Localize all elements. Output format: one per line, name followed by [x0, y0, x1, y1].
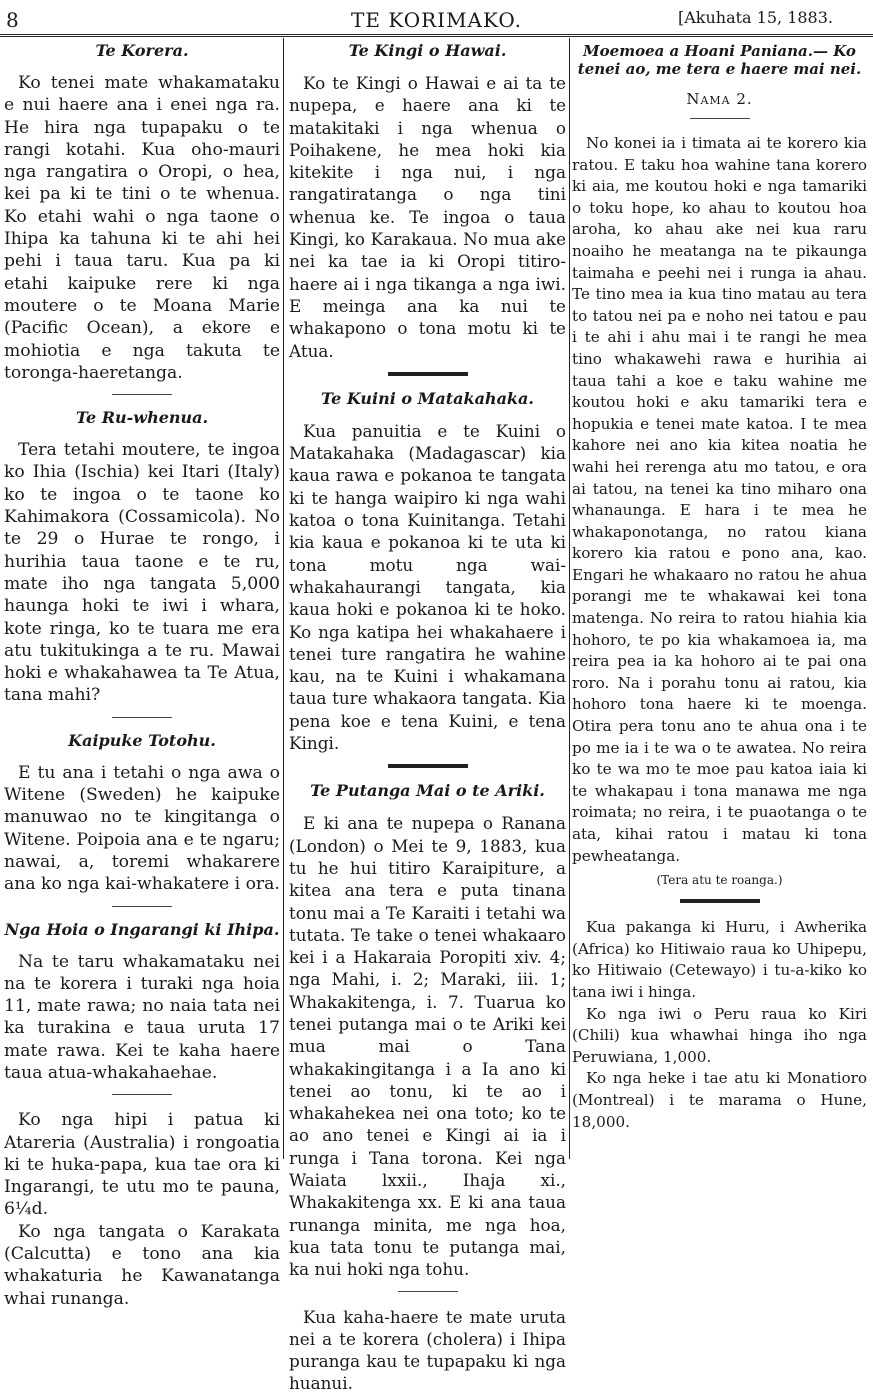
article-heading: Moemoea a Hoani Paniana.— Ko tenei ao, me tera e haere mai nei. [577, 42, 862, 78]
article-heading: Te Korera. [95, 41, 189, 60]
section-divider [112, 906, 172, 907]
article-brief-news [572, 917, 867, 1133]
section-divider [112, 394, 172, 395]
article-heading: Te Ru-whenua. [75, 408, 209, 428]
article-paragraph: Kua panuitia e te Kuini o Matakahaka (Madagascar) kia kaua rawa e pokanoa te tangata ki te hanga waipiro ki nga wahi katoa o tona Kuinitanga. Tetahi kia kaua e pokanoa ki te uta ki tona motu nga wai-whakahaurangi tangata, kia kaua hoki e pokanoa ki te hoko. Ko nga katipa hei whakahaere i tenei ture rangatira he wahine kau, na te Kuini i whakamana taua ture whakaora tangata. Kia pena koe e tena Kuini, e tena Kingi. [289, 420, 566, 754]
page-header [0, 0, 873, 34]
article-heading: Nga Hoia o Ingarangi ki Ihipa. [4, 919, 280, 939]
continued-note: (Tera atu te roanga.) [656, 873, 783, 888]
column-2 [289, 38, 566, 1394]
article-ru-whenua [4, 409, 280, 707]
section-divider [388, 372, 468, 376]
article-paragraph: Ko nga heke i tae atu ki Monatioro (Montreal) i te marama o Hune, 18,000. [572, 1069, 867, 1131]
article-paragraph: Ko te Kingi o Hawai e ai ta te nupepa, e haere ana ki te matakitaki i nga whenua o Poihakene, he mea hoki kia kitekite i nga nui, i nga rangatiratanga o nga tini whenua ke. Te ingoa o taua Kingi, ko Karakaua. No mua ake nei ka tae ia ki Oropi titiro-haere ai i nga tikanga a nga iwi. E meinga ana ka nui te whakapono o tona motu ki te Atua. [289, 73, 566, 361]
article-paragraph: Ko nga iwi o Peru raua ko Kiri (Chili) kua whawhai hinga iho nga Peruwiana, 1,000. [572, 1004, 867, 1066]
article-heading: Te Putanga Mai o te Ariki. [310, 781, 545, 801]
column-3 [572, 38, 867, 1159]
article-paragraph: Na te taru whakamataku nei na te korera i turaki nga hoia 11, mate rawa; no naia tata nei ka turakina e taua uruta 17 mate rawa. Kei te kaha haere taua atua-whakahaehae. [4, 951, 280, 1083]
column-divider [283, 38, 284, 1159]
page-number: 8 [6, 8, 19, 32]
article-heading: Te Kuini o Matakahaka. [321, 388, 534, 408]
article-putanga-mai [289, 782, 566, 1280]
section-divider [112, 717, 172, 718]
article-paragraph: Kua pakanga ki Huru, i Awherika (Africa) ko Hitiwaio raua ko Uhipepu, ko Hitiwaio (Cetewayo) i tu-a-kiko ko tana iwi i hinga. [572, 918, 867, 1001]
article-heading: Te Kingi o Hawai. [348, 41, 507, 60]
article-brief-news [4, 1109, 280, 1310]
section-divider [398, 1291, 458, 1292]
section-divider [690, 118, 750, 119]
article-subheading: Nama 2. [686, 90, 753, 108]
article-heading: Kaipuke Totohu. [68, 730, 216, 750]
article-paragraph: Kua kaha-haere te mate uruta nei a te korera (cholera) i Ihipa puranga kau te tupapaku ki nga huanui. [289, 1306, 566, 1394]
article-paragraph: Ko nga hipi i patua ki Atareria (Australia) i rongoatia ki te huka-papa, kua tae ora ki Ingarangi, te utu mo te pauna, 6¼d. [4, 1110, 280, 1220]
section-divider [680, 899, 760, 903]
newspaper-title: TE KORIMAKO. [351, 8, 522, 32]
article-kingi-hawai [289, 42, 566, 362]
article-paragraph: E ki ana te nupepa o Ranana (London) o Mei te 9, 1883, kua tu he hui titiro Karaipiture, a kitea ana tera e puta tinana tonu mai a Te Karaiti i tetahi wa tutata. Te take o tenei whakaaro kei i a Hakaraia Poropiti xiv. 4; nga Mahi, i. 2; Maraki, iii. 1; Whakakitenga, i. 7. Tuarua ko tenei putanga mai o te Ariki kei mua mai o Tana whakakingitanga i a Ia ano ki tenei ao tonu, ki te ao i whakahekea nei ona toto; ko te ao ano tenei e Kingi ai ia i runga i Tana torona. Kei nga Waiata lxxii., Ihaja xi., Whakakitenga xx. E ki ana taua runanga minita, me nga hoa, kua tata tonu te putanga mai, ka nui hoki nga tohu. [289, 813, 566, 1280]
article-kuini-matakahaka [289, 390, 566, 754]
header-rule [0, 34, 873, 37]
issue-date: [Akuhata 15, 1883. [677, 8, 833, 27]
article-paragraph: Tera tetahi moutere, te ingoa ko Ihia (Ischia) kei Itari (Italy) ko te ingoa o te taone ko Kahimakora (Cossamicola). No te 29 o Hurae te rongo, i hurihia taua taone e te ru, mate iho nga tangata 5,000 haunga hoki te iwi i whara, kote ringa, ko te tuara me era atu tukitukinga a te ru. Mawai hoki e whakahawea ta Te Atua, tana mahi? [4, 440, 280, 706]
article-moemoea [572, 42, 867, 887]
article-paragraph: No konei ia i timata ai te korero kia ratou. E taku hoa wahine tana korero ki aia, me koutou hoki e nga tamariki o toku hope, ko ahau to koutou hoa aroha, ko ahau ake nei kua raru noaiho he meatanga na te pikaunga taimaha e peehi nei i runga ia ahau. Te tino mea ia kua tino matau au tera to tatou nei pa e noho nei tatou e pau i te ahi i ahu mai i te rangi he mea tino whakawehi rawa e hurihia ai taua tahi a koe e taku wahine me koutou hoki e aku tamariki tera e hopukia e tenei mate katoa. I te mea kahore nei ano kia kitea noatia he wahi hei rerenga atu mo tatou, e ora ai tatou, na tenei ka tino miharo ona whanaunga. E hara i te mea he whakaponotanga, no ratou kiana korero kia ratou e pono ana, kao. Engari he whakaaro no ratou he ahua porangi me te whakawai kei tona matenga. No reira to ratou hiahia kia hohoro, te po kia whakamoea ia, ma reira pea ia ka hohoro ai te pai ona roro. Na i porahu tonu ai ratou, kia hohoro tona haere ki te moenga. Otira pera tonu ano te ahua ona i te po me ia i te wa o te awatea. No reira ko te wa mo te moe pau katoa iaia ki te whakapau i tona manawa me nga roimata; no reira, i te puaotanga o te ata, kihai ratou i matau ki tona pewheatanga. [572, 134, 867, 865]
article-paragraph: E tu ana i tetahi o nga awa o Witene (Sweden) he kaipuke manuwao no te kingitanga o Witene. Poipoia ana e te ngaru; nawai, a, toremi whakarere ana ko nga kai-whakatere i ora. [4, 762, 280, 895]
section-divider [112, 1094, 172, 1095]
article-cholera-egypt [289, 1306, 566, 1395]
article-paragraph: Ko nga tangata o Karakata (Calcutta) e tono ana kia whakaturia he Kawanatanga whai runanga. [4, 1221, 280, 1309]
article-nga-hoia [4, 921, 280, 1085]
column-divider [569, 38, 570, 1159]
article-paragraph: Ko tenei mate whakamataku e nui haere ana i enei nga ra. He hira nga tupapaku o te rangi kotahi. Kua oho-mauri nga rangatira o Oropi, o hea, kei pa ki te tini o te whenua. Ko etahi wahi o nga taone o Ihipa ka tahuna ki te ahi hei pehi i taua taru. Kua pa ki etahi kaipuke rere ki nga moutere o te Moana Marie (Pacific Ocean), a ekore e mohiotia e nga takuta te toronga-haeretanga. [4, 73, 280, 383]
column-1 [4, 38, 280, 1309]
article-korera [4, 42, 280, 384]
article-kaipuke-totohu [4, 732, 280, 896]
section-divider [388, 764, 468, 768]
